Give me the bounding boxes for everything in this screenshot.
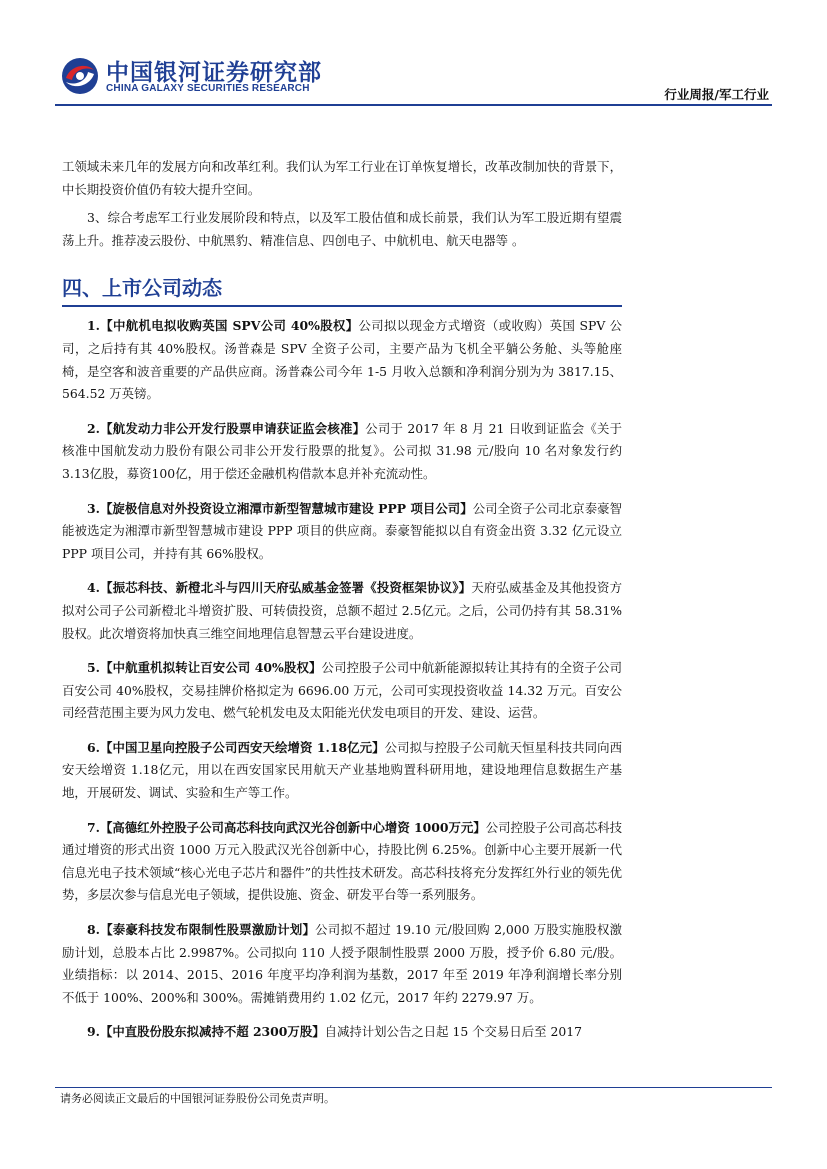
item-title: 【航发动力非公开发行股票申请获证监会核准】: [99, 420, 366, 436]
news-item: [62, 498, 622, 566]
item-title: 【高德红外控股子公司高芯科技向武汉光谷创新中心增资 1000万元】: [99, 819, 486, 835]
item-body: 自减持计划公告之日起 15 个交易日后至 2017: [324, 1024, 582, 1040]
item-number: 8.: [87, 922, 100, 938]
page-header: [0, 0, 827, 110]
item-title: 【中国卫星向控股子公司西安天绘增资 1.18亿元】: [99, 739, 385, 755]
item-number: 5.: [87, 660, 100, 676]
footer-disclaimer: 请务必阅读正文最后的中国银河证券股份公司免责声明。: [60, 1092, 335, 1105]
brand-name-en: CHINA GALAXY SECURITIES RESEARCH: [106, 83, 310, 94]
item-body: 公司全资子公司北京泰豪智能被选定为湘潭市新型智慧城市建设 PPP 项目的供应商。泰豪智能拟以自有资金出资 3.32 亿元设立 PPP 项目公司，并持有其 66%股权。: [62, 500, 622, 561]
item-number: 9.: [87, 1024, 100, 1040]
item-body: 公司控股子公司高芯科技通过增资的形式出资 1000 万元入股武汉光谷创新中心，持股比例 6.25%。创新中心主要开展新一代信息光电子技术领域“核心光电子芯片和器件”的共性技术研发。高芯科技将充分发挥红外行业的领先优势，多层次参与信息光电子领域，提供设施、资金、研发平台等一系列服务。: [62, 819, 622, 903]
section-divider: [62, 305, 622, 307]
main-content: [62, 156, 622, 1056]
item-body: 公司拟与控股子公司航天恒星科技共同向西安天绘增资 1.18亿元，用以在西安国家民用航天产业基地购置科研用地，建设地理信息数据生产基地，开展研发、调试、实验和生产等工作。: [62, 739, 622, 801]
header-divider: [55, 104, 772, 106]
item-title: 【旋极信息对外投资设立湘潭市新型智慧城市建设 PPP 项目公司】: [99, 500, 473, 516]
item-body: 公司拟以现金方式增资（或收购）英国 SPV 公司，之后持有其 40%股权。汤普森是 SPV 全资子公司，主要产品为飞机全平躺公务舱、头等舱座椅，是空客和波音重要的产品供应商。汤普森公司今年 1-5 月收入总额和净利润分别为为 3817.15、564.52 万英镑。: [62, 318, 622, 402]
news-item: [62, 577, 622, 645]
section-title: 四、上市公司动态: [62, 276, 222, 301]
item-body: 公司拟不超过 19.10 元/股回购 2,000 万股实施股权激励计划，总股本占比 2.9987%。公司拟向 110 人授予限制性股票 2000 万股，授予价 6.80 元/股。业绩指标：以 2014、2015、2016 年度平均净利润为基数，2017 年至 2019 年净利润增长率分别不低于 100%、200%和 300%。需摊销费用约 1.02 亿元，2017 年约 2279.97 万。: [62, 922, 623, 1005]
item-title: 【中航机电拟收购英国 SPV公司 40%股权】: [99, 318, 359, 334]
news-item: [62, 737, 622, 805]
item-title: 【中直股份股东拟减持不超 2300万股】: [99, 1024, 325, 1040]
item-title: 【泰豪科技发布限制性股票激励计划】: [99, 922, 316, 938]
item-body: 天府弘威基金及其他投资方拟对公司子公司新橙北斗增资扩股、可转债投资，总额不超过 2.5亿元。之后，公司仍持有其 58.31%股权。此次增资将加快真三维空间地理信息智慧云平台建设进度。: [62, 580, 622, 641]
galaxy-swirl-logo-icon: [60, 56, 100, 96]
news-item: [62, 657, 622, 725]
item-number: 7.: [87, 819, 100, 835]
news-item: [62, 1021, 622, 1044]
item-title: 【中航重机拟转让百安公司 40%股权】: [99, 660, 322, 676]
item-title: 【振芯科技、新橙北斗与四川天府弘威基金签署《投资框架协议》】: [99, 580, 472, 596]
item-number: 3.: [87, 500, 100, 516]
intro-paragraph-1: 工领域未来几年的发展方向和改革红利。我们认为军工行业在订单恢复增长，改革改制加快的背景下，中长期投资价值仍有较大提升空间。: [62, 159, 622, 197]
item-body: 公司于 2017 年 8 月 21 日收到证监会《关于核准中国航发动力股份有限公司非公开发行股票的批复》。公司拟 31.98 元/股向 10 名对象发行约 3.13亿股，募资100亿，用于偿还金融机构借款本息并补充流动性。: [62, 420, 622, 481]
news-item: [62, 418, 622, 486]
item-number: 2.: [87, 420, 100, 436]
intro-paragraph-2: 3、综合考虑军工行业发展阶段和特点，以及军工股估值和成长前景，我们认为军工股近期有望震荡上升。推荐凌云股份、中航黑豹、精准信息、四创电子、中航机电、航天电器等 。: [62, 210, 622, 248]
news-item: [62, 817, 622, 907]
item-number: 1.: [87, 318, 100, 334]
news-item: [62, 919, 622, 1009]
report-type-label: 行业周报/军工行业: [664, 87, 769, 102]
item-number: 6.: [87, 739, 100, 755]
footer-divider: [55, 1087, 772, 1088]
item-number: 4.: [87, 580, 100, 596]
news-item: [62, 315, 622, 405]
brand-name-cn: 中国银河证券研究部: [106, 60, 322, 86]
item-body: 公司控股子公司中航新能源拟转让其持有的全资子公司百安公司 40%股权，交易挂牌价格拟定为 6696.00 万元，公司可实现投资收益 14.32 万元。百安公司经营范围主要为风力发电、燃气轮机发电及太阳能光伏发电项目的开发、建设、运营。: [62, 660, 622, 721]
